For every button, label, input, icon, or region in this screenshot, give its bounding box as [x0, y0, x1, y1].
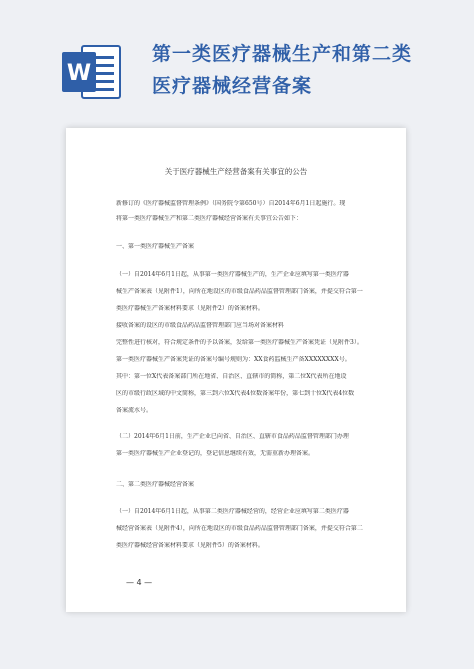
paragraph-line: （二）2014年6月1日前，生产企业已向省、自治区、直辖市食品药品监督管理部门办理: [116, 433, 349, 440]
paragraph-line: 其中：第一位X代表备案部门所在地省、自治区、直辖市的简称，第二位X代表所在地设: [116, 373, 347, 380]
document-page: [66, 128, 406, 612]
section-heading: 二、第二类医疗器械经营备案: [116, 481, 195, 488]
section-heading: 一、第一类医疗器械生产备案: [116, 243, 195, 250]
page-number: — 4 —: [126, 578, 153, 587]
header-banner: [0, 0, 474, 118]
paragraph-line: 备案流水号。: [116, 407, 153, 414]
paragraph-line: 械经营备案表（见附件4），向所在地设区的市级食品药品监督管理部门备案，并提交符合第二: [116, 525, 363, 532]
word-logo-letter: W: [66, 61, 92, 86]
title-line-1: 第一类医疗器械生产和第二类: [152, 43, 413, 65]
paragraph-line: 接收备案的设区的市级食品药品监督管理部门应当场对备案材料: [116, 322, 285, 329]
paragraph-line: （一）自2014年6月1日起，从事第一类医疗器械生产的，生产企业应填写第一类医疗器: [116, 271, 349, 278]
paragraph-line: 第一类医疗器械生产企业登记的，登记信息继续有效，无需重新办理备案。: [116, 450, 315, 457]
paragraph-line: 类医疗器械经营备案材料要求（见附件5）的备案材料。: [116, 542, 264, 549]
paragraph-line: 械生产备案表（见附件1），向所在地设区的市级食品药品监督管理部门备案，并提交符合第一: [116, 288, 363, 295]
paragraph-line: 新修订的《医疗器械监督管理条例》（国务院令第650号）自2014年6月1日起施行。现: [116, 200, 346, 207]
title-line-2: 医疗器械经营备案: [152, 75, 313, 97]
page-title: [152, 38, 462, 102]
document-title: 关于医疗器械生产经营备案有关事宜的公告: [164, 167, 308, 176]
paragraph-line: 区的市级行政区域的中文简称，第三到六位X代表4位数备案年份，第七到十位X代表4位数: [116, 390, 355, 397]
paragraph-line: 完整性进行核对，符合规定条件的予以备案，发给第一类医疗器械生产备案凭证（见附件3）。: [116, 339, 363, 346]
word-document-icon: [60, 40, 124, 104]
paragraph-line: 类医疗器械生产备案材料要求（见附件2）的备案材料。: [116, 305, 264, 312]
paragraph-line: 将第一类医疗器械生产和第二类医疗器械经营备案有关事宜公告如下：: [116, 215, 303, 222]
paragraph-line: 第一类医疗器械生产备案凭证的备案号编号规则为：XX食药监械生产备XXXXXXXX号。: [116, 356, 351, 363]
paragraph-line: （一）自2014年6月1日起，从事第二类医疗器械经营的，经营企业应填写第二类医疗器: [116, 508, 349, 515]
